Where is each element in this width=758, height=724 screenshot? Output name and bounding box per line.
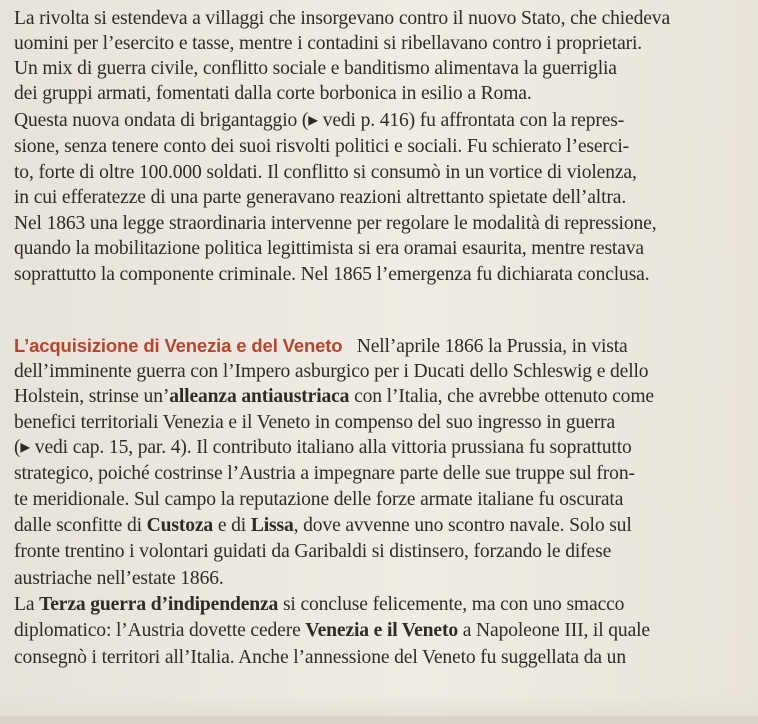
- text-line-13: dell’imminente guerra con l’Impero asburgico per i Ducati dello Schleswig e dello: [14, 361, 649, 382]
- text-line-5: Questa nuova ondata di brigantaggio (▸ vedi p. 416) fu affrontata con la repres-: [14, 110, 625, 131]
- text-line-7: to, forte di oltre 100.000 soldati. Il conflitto si consumò in un vortice di violenza,: [14, 162, 637, 183]
- text-line-9: Nel 1863 una legge straordinaria intervenne per regolare le modalità di repressione,: [14, 213, 657, 234]
- section-heading: L’acquisizione di Venezia e del Veneto: [14, 335, 343, 356]
- text-line-4: dei gruppi armati, fomentati dalla corte borbonica in esilio a Roma.: [14, 83, 532, 104]
- text-line-23: diplomatico: l’Austria dovette cedere Venezia e il Veneto a Napoleone III, il quale: [14, 620, 650, 641]
- page-bottom-edge: [0, 716, 758, 724]
- text-line-8: in cui efferatezze di una parte generavano reazioni altrettanto spietate dell’altra.: [14, 187, 627, 208]
- text-line-2: uomini per l’esercito e tasse, mentre i contadini si ribellavano contro i proprietari.: [14, 33, 643, 54]
- text-line-24: consegnò i territori all’Italia. Anche l’annessione del Veneto fu suggellata da un: [14, 647, 626, 668]
- bold-term: Venezia e il Veneto: [305, 620, 458, 641]
- text-line-11: soprattutto la componente criminale. Nel 1865 l’emergenza fu dichiarata conclusa.: [14, 264, 650, 285]
- text-line-3: Un mix di guerra civile, conflitto sociale e banditismo alimentava la guerriglia: [14, 58, 617, 79]
- section-heading-line: L’acquisizione di Venezia e del Veneto Nell’aprile 1866 la Prussia, in vista: [14, 335, 628, 357]
- bold-term: Lissa: [250, 515, 294, 536]
- text-line-17: strategico, poiché costrinse l’Austria a impegnare parte delle sue truppe sul fron-: [14, 463, 635, 484]
- text-line-10: quando la mobilitazione politica legittimista si era oramai esaurita, mentre restava: [14, 238, 644, 259]
- text-line-20: fronte trentino i volontari guidati da Garibaldi si distinsero, forzando le difese: [14, 541, 612, 562]
- text-line-15: benefici territoriali Venezia e il Veneto in compenso del suo ingresso in guerra: [14, 412, 616, 433]
- text-line-18: te meridionale. Sul campo la reputazione delle forze armate italiane fu oscurata: [14, 489, 624, 510]
- text-line-16: (▸ vedi cap. 15, par. 4). Il contributo italiano alla vittoria prussiana fu soprattutto: [14, 437, 632, 458]
- text-line-6: sione, senza tenere conto dei suoi risvolti politici e sociali. Fu schierato l’eserci-: [14, 136, 629, 157]
- bold-term: Terza guerra d’indipendenza: [39, 594, 279, 615]
- bold-term: Custoza: [146, 515, 214, 536]
- text-line-21: austriache nell’estate 1866.: [14, 568, 224, 589]
- text-line-22: La Terza guerra d’indipendenza si concluse felicemente, ma con uno smacco: [14, 594, 625, 615]
- text-line-14: Holstein, strinse un’alleanza antiaustriaca con l’Italia, che avrebbe ottenuto come: [14, 386, 654, 407]
- bold-term: alleanza antiaustriaca: [169, 386, 350, 407]
- text-line-19: dalle sconfitte di Custoza e di Lissa, dove avvenne uno scontro navale. Solo sul: [14, 515, 632, 536]
- text-line-1: La rivolta si estendeva a villaggi che insorgevano contro il nuovo Stato, che chiedeva: [14, 8, 670, 29]
